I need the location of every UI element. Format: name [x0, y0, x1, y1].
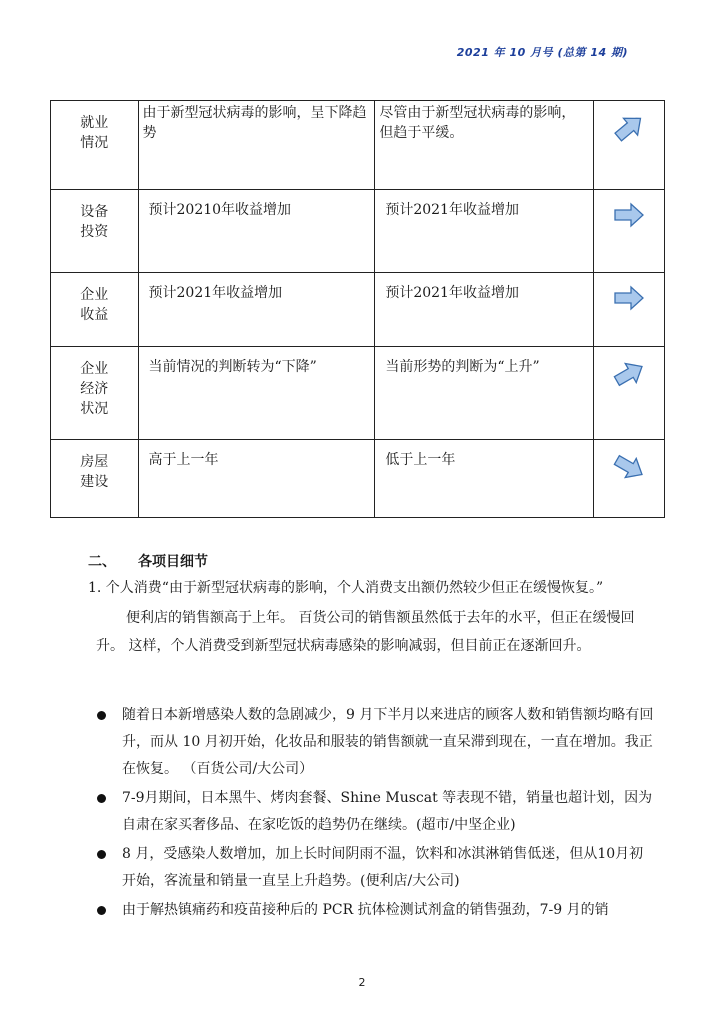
current-text: 预计2021年收益增加 — [385, 202, 519, 218]
bullet-icon — [97, 850, 106, 859]
list-item — [96, 897, 656, 924]
item-label: 企业 经济 状况 — [80, 361, 109, 417]
down-right-arrow-icon — [612, 452, 646, 482]
table-row — [51, 347, 665, 440]
list-item — [96, 785, 656, 839]
item-cell — [51, 347, 139, 440]
list-item — [96, 702, 656, 783]
item-label: 就业 情况 — [80, 115, 109, 151]
item-cell — [51, 190, 139, 273]
previous-text: 当前情况的判断转为“下降” — [148, 359, 317, 375]
up-right-arrow-icon — [612, 359, 646, 389]
up-right-arrow-icon — [612, 113, 646, 143]
current-cell — [375, 440, 594, 518]
current-text: 尽管由于新型冠状病毒的影响，但趋于平缓。 — [379, 105, 576, 141]
item-cell — [51, 440, 139, 518]
economic-status-table — [50, 100, 665, 518]
bullet-text: 由于解热镇痛药和疫苗接种后的 PCR 抗体检测试剂盒的销售强劲，7-9 月的销 — [122, 902, 609, 918]
bullet-icon — [97, 906, 106, 915]
item-label: 设备 投资 — [80, 204, 109, 240]
trend-cell — [594, 101, 665, 190]
trend-cell — [594, 347, 665, 440]
right-arrow-icon — [612, 202, 646, 228]
item-heading: 1. 个人消费“由于新型冠状病毒的影响，个人消费支出额仍然较少但正在缓慢恢复。” — [88, 580, 604, 596]
previous-text: 由于新型冠状病毒的影响，呈下降趋势 — [142, 105, 367, 141]
current-cell — [375, 273, 594, 347]
current-cell — [375, 347, 594, 440]
section-heading — [88, 551, 208, 571]
previous-cell — [138, 347, 375, 440]
bullet-text: 8 月，受感染人数增加，加上长时间阴雨不温，饮料和冰淇淋销售低迷，但从10月初开始，客流量和销量一直呈上升趋势。(便利店/大公司) — [122, 846, 644, 889]
section-number: 二、 — [88, 554, 116, 570]
issue-header: 2021 年 10 月号 (总第 14 期) — [456, 46, 628, 59]
current-text: 预计2021年收益增加 — [385, 285, 519, 301]
bullet-list — [96, 702, 656, 926]
trend-cell — [594, 273, 665, 347]
previous-cell — [138, 190, 375, 273]
page-number: 2 — [358, 976, 366, 989]
previous-cell — [138, 440, 375, 518]
item-cell — [51, 273, 139, 347]
previous-text: 预计20210年收益增加 — [148, 202, 292, 218]
right-arrow-icon — [612, 285, 646, 311]
bullet-text: 7-9月期间，日本黑牛、烤肉套餐、Shine Muscat 等表现不错，销量也超计划，因为自肃在家买奢侈品、在家吃饭的趋势仍在继续。(超市/中坚企业) — [122, 790, 653, 833]
current-text: 当前形势的判断为“上升” — [385, 359, 540, 375]
previous-cell — [138, 101, 375, 190]
table-row — [51, 101, 665, 190]
table-row — [51, 440, 665, 518]
table-row — [51, 190, 665, 273]
list-item — [96, 841, 656, 895]
bullet-text: 随着日本新增感染人数的急剧减少，9 月下半月以来进店的顾客人数和销售额均略有回升，而从 10 月初开始，化妆品和服装的销售额就一直呆滞到现在，一直在增加。我正在恢复。 （百货公司/大公司） — [122, 707, 654, 777]
bullet-icon — [97, 794, 106, 803]
previous-text: 预计2021年收益增加 — [148, 285, 283, 301]
current-cell — [375, 190, 594, 273]
trend-cell — [594, 190, 665, 273]
item-label: 企业 收益 — [80, 287, 109, 323]
trend-cell — [594, 440, 665, 518]
previous-cell — [138, 273, 375, 347]
bullet-icon — [97, 711, 106, 720]
section-title: 各项目细节 — [138, 554, 208, 570]
current-cell — [375, 101, 594, 190]
item-label: 房屋 建设 — [80, 454, 109, 490]
previous-text: 高于上一年 — [148, 452, 219, 468]
item-cell — [51, 101, 139, 190]
current-text: 低于上一年 — [385, 452, 456, 468]
body-paragraph: 便利店的销售额高于上年。 百货公司的销售额虽然低于去年的水平，但正在缓慢回升。 这样，个人消费受到新型冠状病毒感染的影响减弱，但目前正在逐渐回升。 — [96, 610, 635, 654]
table-row — [51, 273, 665, 347]
